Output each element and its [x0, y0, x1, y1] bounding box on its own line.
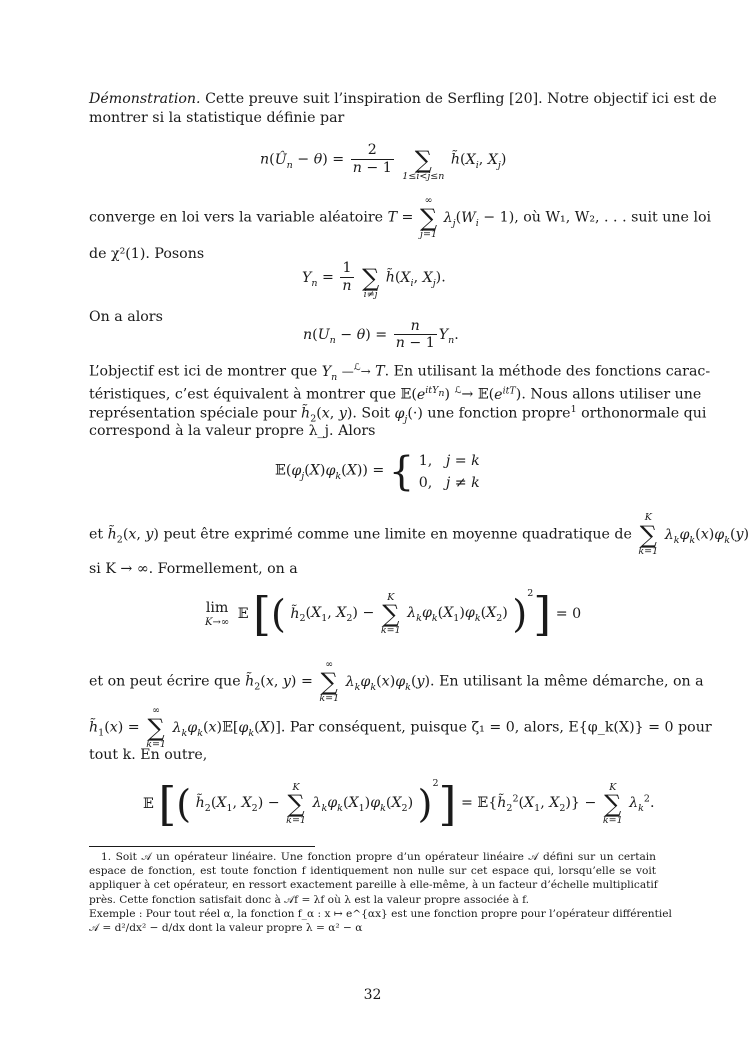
equation-2: $Y_n$ = $\frac{1}{n}$ ∑ i≠j $h̃(X_i$, $X_j$).	[302, 260, 446, 300]
paragraph-6-line-2: $h̃_1(x)$ = ∞ ∑ k=1 $\lambda_k\varphi_k(x)𝔼[\varphi_k(X)]$. Par conséquent, puisque ζ₁ = 0, alors, E{φ_k(X)} = 0 pour	[89, 705, 712, 750]
footnote-line-5: Exemple : Pour tout réel α, la fonction f_α : x ↦ e^{αx} est une fonction propre pour l’opérateur différentiel	[89, 907, 672, 920]
paragraph-1-line-2: montrer si la statistique définie par	[89, 110, 345, 126]
equation-1: $n(Û_n - \theta)$ = $\frac{2}{n - 1}$ ∑ 1≤i<j≤n $h̃(X_i$, $X_j$)	[260, 142, 507, 182]
paragraph-4-line-1: L’objectif est ici de montrer que $Y_n$ —$^ℒ$→ T. En utilisant la méthode des fonctions carac-	[89, 362, 711, 383]
paragraph-2-line-2: de χ²(1). Posons	[89, 246, 205, 262]
footnote-line-6: 𝒜 = d²/dx² − d/dx dont la valeur propre λ = α² − α	[89, 922, 363, 935]
paragraph-4-line-2: téristiques, c’est équivalent à montrer que $𝔼(e^{itY_n})$ $^ℒ\to 𝔼(e^{itT})$. Nous allons utiliser une	[89, 385, 702, 403]
footnote-line-4: près. Cette fonction satisfait donc à 𝒜f = λf où λ est la valeur propre associée à f.	[89, 893, 530, 906]
paragraph-6-line-3: tout k. En outre,	[89, 747, 208, 763]
footnote	[89, 850, 672, 935]
paragraph-3: On a alors	[89, 309, 163, 325]
equation-5: lim K→∞ 𝔼 [( $h̃_2(X_1$, $X_2$) − K ∑ k=1 $\lambda_k\varphi_k(X_1)\varphi_k(X_2) )^2] = 0$	[205, 587, 582, 641]
footnote-line-3: appliquer à cet opérateur, en ressort exactement pareille à elle-même, à un facteur d’échelle multiplicatif	[89, 879, 658, 892]
paragraph-4-line-3: représentation spéciale pour $h̃_2(x$, y). Soit $\varphi_j(\cdot)$ une fonction propre$^1$ orthonormale qui	[89, 404, 707, 425]
footnote-line-2: espace de fonction, est toute fonction f identiquement non nulle sur cet espace qui, lorsqu’elle se voit	[89, 865, 656, 878]
paragraph-5-line-1: et $h̃_2(x$, y) peut être exprimé comme une limite en moyenne quadratique de K ∑ k=1 $\lambda_k\varphi_k(x)\varphi_k(y)$	[89, 512, 749, 557]
paragraph-4-line-4: correspond à la valeur propre λ_j. Alors	[89, 423, 376, 439]
page-number: 32	[363, 987, 382, 1003]
footnote-rule	[89, 846, 315, 847]
paragraph-5-line-2: si K → ∞. Formellement, on a	[89, 561, 298, 577]
paragraph-1-line-1: Démonstration. Cette preuve suit l’inspiration de Serfling [20]. Notre objectif ici est de	[89, 91, 717, 107]
footnote-marker: 1	[570, 404, 577, 415]
footnote-line-1: 1. Soit 𝒜 un opérateur linéaire. Une fonction propre d’un opérateur linéaire 𝒜 défini sur un certain	[101, 851, 656, 863]
paragraph-2-line-1: converge en loi vers la variable aléatoire T = ∞ ∑ j=1 $\lambda_j(W_i - 1)$, où W₁, W₂, . . . suit une loi	[89, 195, 712, 240]
equation-4: $𝔼(\varphi_j(X)\varphi_k(X))$ = { 1, j = k 0, j ≠ k	[275, 449, 480, 495]
proof-label: Démonstration.	[89, 91, 201, 107]
paragraph-6-line-1: et on peut écrire que $h̃_2(x$, y) = ∞ ∑ k=1 $\lambda_k\varphi_k(x)\varphi_k(y)$. En utilisant la même démarche, on a	[89, 659, 704, 704]
equation-3: $n(U_n - \theta)$ = $\frac{n}{n - 1}$ $Y_n$.	[303, 318, 459, 352]
equation-6: 𝔼 [( $h̃_2(X_1$, $X_2$) − K ∑ k=1 $\lambda_k\varphi_k(X_1)\varphi_k(X_2) )^2$] = $𝔼\{h̃_2^2(X_1$, $X_2$)} − K ∑ k=1 $\lambda_k^2$.	[143, 777, 655, 831]
